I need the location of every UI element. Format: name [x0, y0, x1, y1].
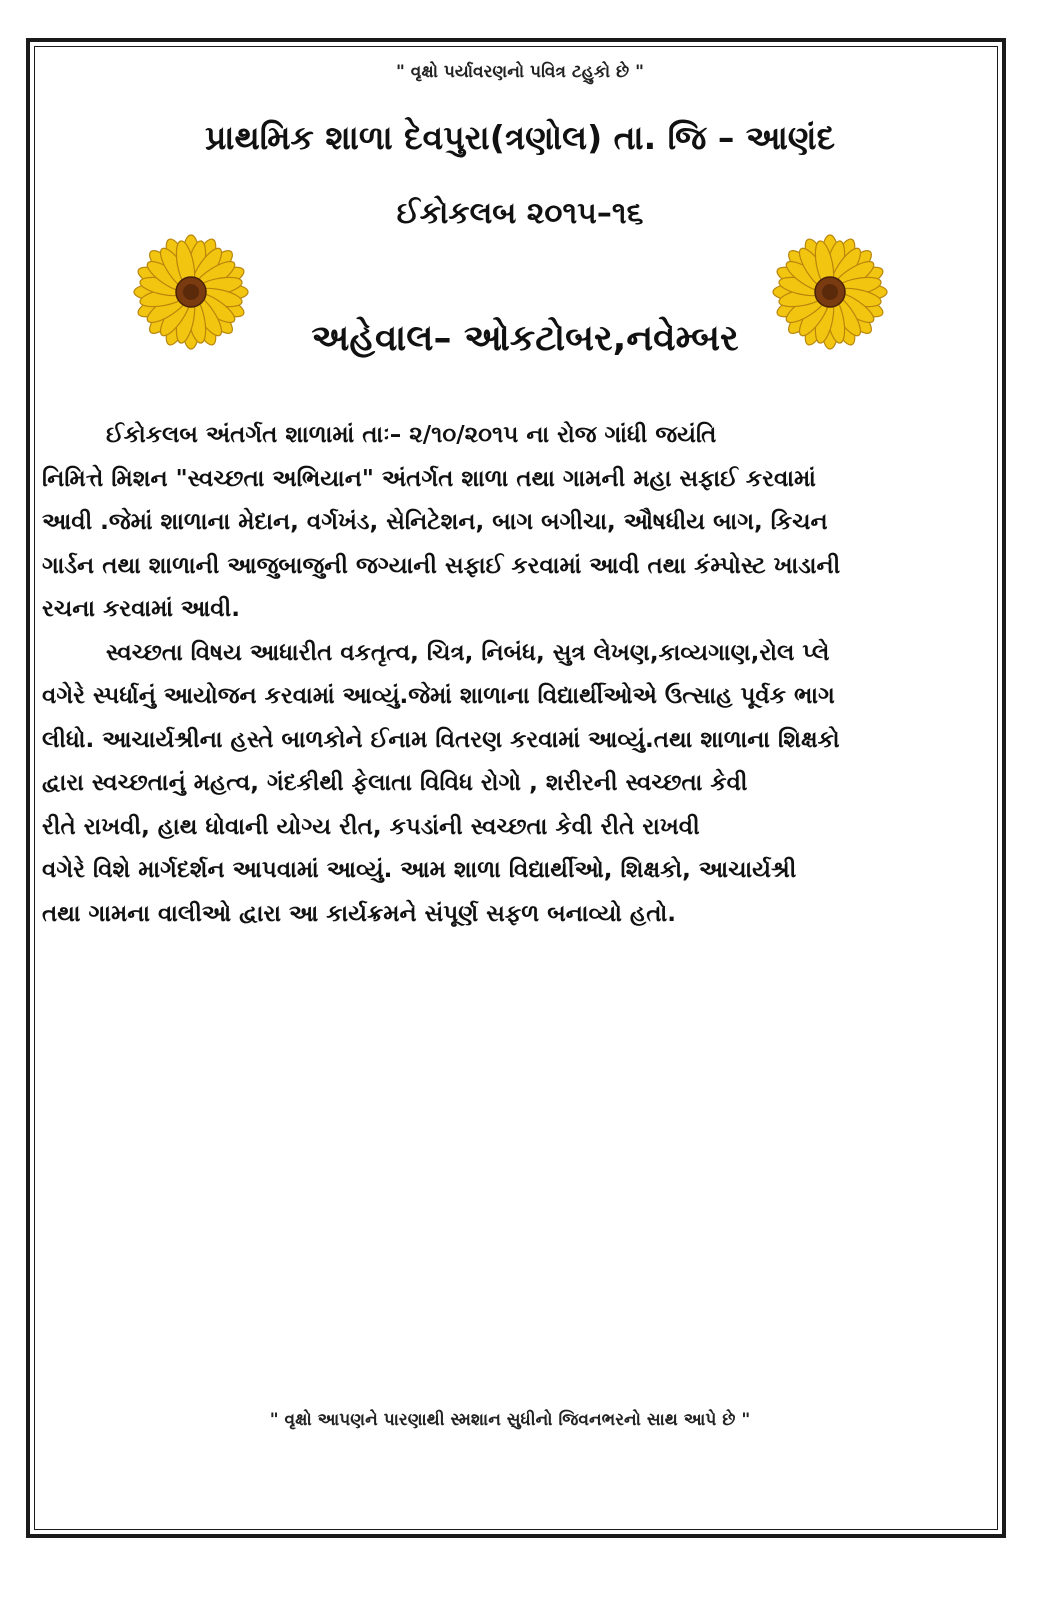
- body-line: દ્વારા સ્વચ્છતાનું મહત્વ, ગંદકીથી ફેલાતા વિવિધ રોગો , શરીરની સ્વચ્છતા કેવી: [42, 770, 748, 796]
- body-line: લીધો. આચાર્યશ્રીના હસ્તે બાળકોને ઈનામ વિતરણ કરવામાં આવ્યું.તથા શાળાના શિક્ષકો: [42, 726, 840, 753]
- body-line: વગેરે સ્પર્ધાનું આયોજન કરવામાં આવ્યું.જેમાં શાળાના વિદ્યાર્થીઓએ ઉત્સાહ પૂર્વક ભાગ: [42, 683, 835, 709]
- body-line: રીતે રાખવી, હાથ ધોવાની યોગ્ય રીત, કપડાંની સ્વચ્છતા કેવી રીતે રાખવી: [42, 813, 700, 840]
- bottom-quote: " વૃક્ષો આપણને પારણાથી સ્મશાન સુધીનો જિવનભરનો સાથ આપે છે ": [269, 1410, 751, 1430]
- school-title: પ્રાથમિક શાળા દેવપુરા(ત્રણોલ) તા. જિ – આણંદ: [204, 118, 836, 157]
- eco-club-subtitle: ઈકોકલબ ૨૦૧૫–૧૬: [396, 196, 644, 231]
- body-line: સ્વચ્છતા વિષય આધારીત વકતૃત્વ, ચિત્ર, નિબંધ, સુત્ર લેખણ,કાવ્યગાણ,રોલ પ્લે: [106, 639, 830, 666]
- body-line: તથા ગામના વાલીઓ દ્વારા આ કાર્યક્રમને સંપૂર્ણ સફળ બનાવ્યો હતો.: [42, 900, 676, 927]
- body-line: ગાર્ડન તથા શાળાની આજુબાજુની જગ્યાની સફાઈ કરવામાં આવી તથા કંમ્પોસ્ટ ખાડાની: [42, 552, 841, 579]
- body-line: આવી .જેમાં શાળાના મેદાન, વર્ગખંડ, સેનિટેશન, બાગ બગીચા, ઔષધીય બાગ, કિચન: [42, 509, 828, 535]
- body-line: રચના કરવામાં આવી.: [42, 596, 240, 622]
- report-body: [42, 414, 997, 936]
- body-line: વગેરે વિશે માર્ગદર્શન આપવામાં આવ્યું. આમ શાળા વિદ્યાર્થીઓ, શિક્ષકો, આચાર્યશ્રી: [42, 857, 797, 883]
- report-heading: અહેવાલ– ઓકટોબર,નવેમ્બર: [311, 318, 739, 359]
- body-line: નિમિત્તે મિશન "સ્વચ્છતા અભિયાન" અંતર્ગત શાળા તથા ગામની મહા સફાઈ કરવામાં: [42, 465, 816, 492]
- body-line: ઈકોકલબ અંતર્ગત શાળામાં તાઃ– ૨/૧૦/૨૦૧૫ ના રોજ ગાંધી જયંતિ: [106, 422, 717, 448]
- top-quote: " વૃક્ષો પર્યાવરણનો પવિત્ર ટહુકો છે ": [396, 62, 644, 82]
